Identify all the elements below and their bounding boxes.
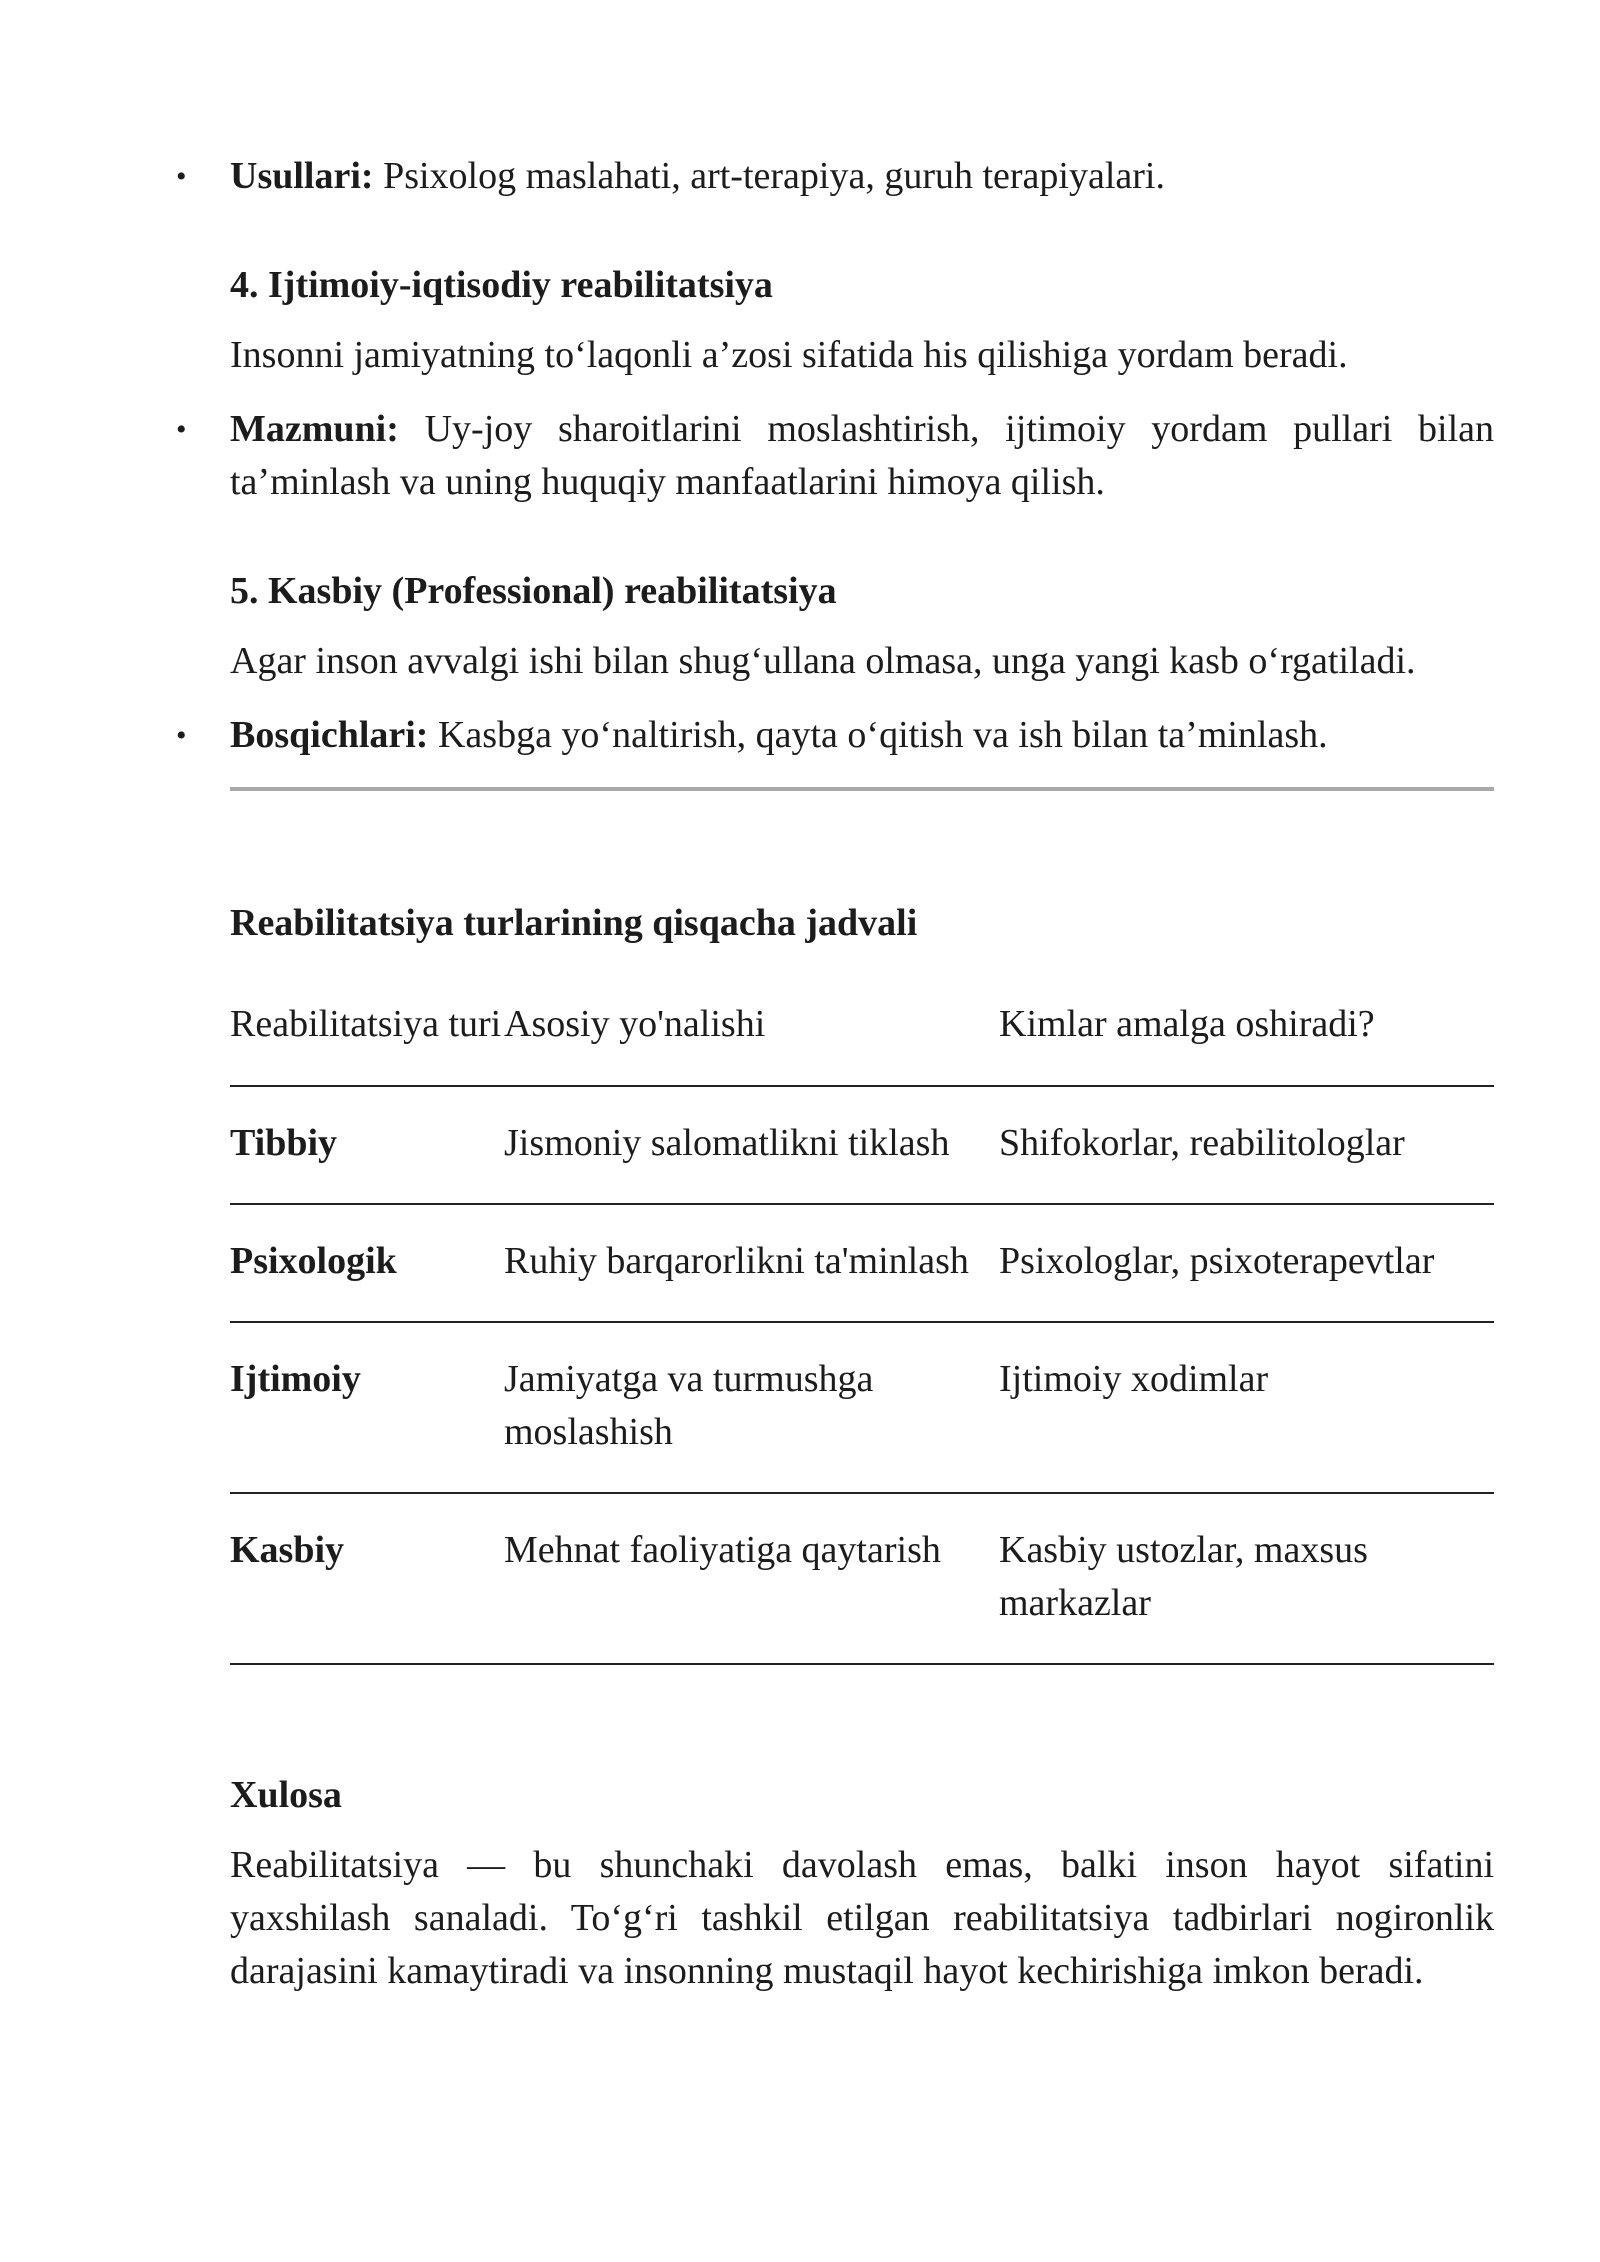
usullari-lead: Usullari:	[230, 155, 374, 197]
table-row	[230, 1493, 1494, 1664]
conclusion-heading: Xulosa	[230, 1774, 342, 1816]
header-type: Reabilitatsiya turi	[230, 998, 504, 1086]
document-page	[176, 0, 1494, 1998]
row-type: Psixologik	[230, 1204, 504, 1322]
mazmuni-lead: Mazmuni:	[230, 408, 399, 450]
table-header-row	[230, 998, 1494, 1086]
row-type: Kasbiy	[230, 1493, 504, 1664]
bosqichlari-bullet	[176, 709, 1494, 762]
row-who: Ijtimoiy xodimlar	[999, 1322, 1494, 1493]
mazmuni-text: Uy-joy sharoitlarini moslashtirish, ijtimoiy yordam pullari bilan ta’minlash va uning huquqiy manfaatlarini himoya qilish.	[230, 408, 1494, 503]
row-who: Psixologlar, psixoterapevtlar	[999, 1204, 1494, 1322]
row-direction: Ruhiy barqarorlikni ta'minlash	[504, 1204, 999, 1322]
section5-intro: Agar inson avvalgi ishi bilan shug‘ullana olmasa, unga yangi kasb o‘rgatiladi.	[230, 640, 1416, 682]
usullari-text: Psixolog maslahati, art-terapiya, guruh terapiyalari.	[373, 155, 1165, 197]
section4-intro: Insonni jamiyatning to‘laqonli a’zosi sifatida his qilishiga yordam beradi.	[230, 334, 1348, 376]
bullet-marker: •	[176, 413, 187, 446]
table-title: Reabilitatsiya turlarining qisqacha jadvali	[230, 902, 918, 944]
table-row	[230, 1322, 1494, 1493]
usullari-bullet	[176, 150, 1494, 203]
conclusion-text: Reabilitatsiya — bu shunchaki davolash emas, balki inson hayot sifatini yaxshilash sanaladi. To‘g‘ri tashkil etilgan reabilitatsiya tadbirlari nogironlik darajasini kamaytiradi va insonning mustaqil hayot kechirishiga imkon beradi.	[230, 1844, 1494, 1992]
bosqichlari-lead: Bosqichlari:	[230, 714, 429, 756]
row-type: Tibbiy	[230, 1086, 504, 1204]
table-row	[230, 1086, 1494, 1204]
row-direction: Jamiyatga va turmushga moslashish	[504, 1322, 999, 1493]
row-who: Shifokorlar, reabilitologlar	[999, 1086, 1494, 1204]
row-who: Kasbiy ustozlar, maxsus markazlar	[999, 1493, 1494, 1664]
row-type: Ijtimoiy	[230, 1322, 504, 1493]
bullet-marker: •	[176, 160, 187, 193]
row-direction: Mehnat faoliyatiga qaytarish	[504, 1493, 999, 1664]
bullet-marker: •	[176, 719, 187, 752]
bosqichlari-text: Kasbga yo‘naltirish, qayta o‘qitish va ish bilan ta’minlash.	[428, 714, 1328, 756]
header-direction: Asosiy yo'nalishi	[504, 998, 999, 1086]
table-row	[230, 1204, 1494, 1322]
horizontal-divider	[230, 787, 1494, 791]
header-who: Kimlar amalga oshiradi?	[999, 998, 1494, 1086]
section5-heading: 5. Kasbiy (Professional) reabilitatsiya	[230, 570, 837, 612]
row-direction: Jismoniy salomatlikni tiklash	[504, 1086, 999, 1204]
rehab-summary-table	[230, 998, 1494, 1665]
mazmuni-bullet	[176, 403, 1494, 509]
section4-heading: 4. Ijtimoiy-iqtisodiy reabilitatsiya	[230, 264, 773, 306]
